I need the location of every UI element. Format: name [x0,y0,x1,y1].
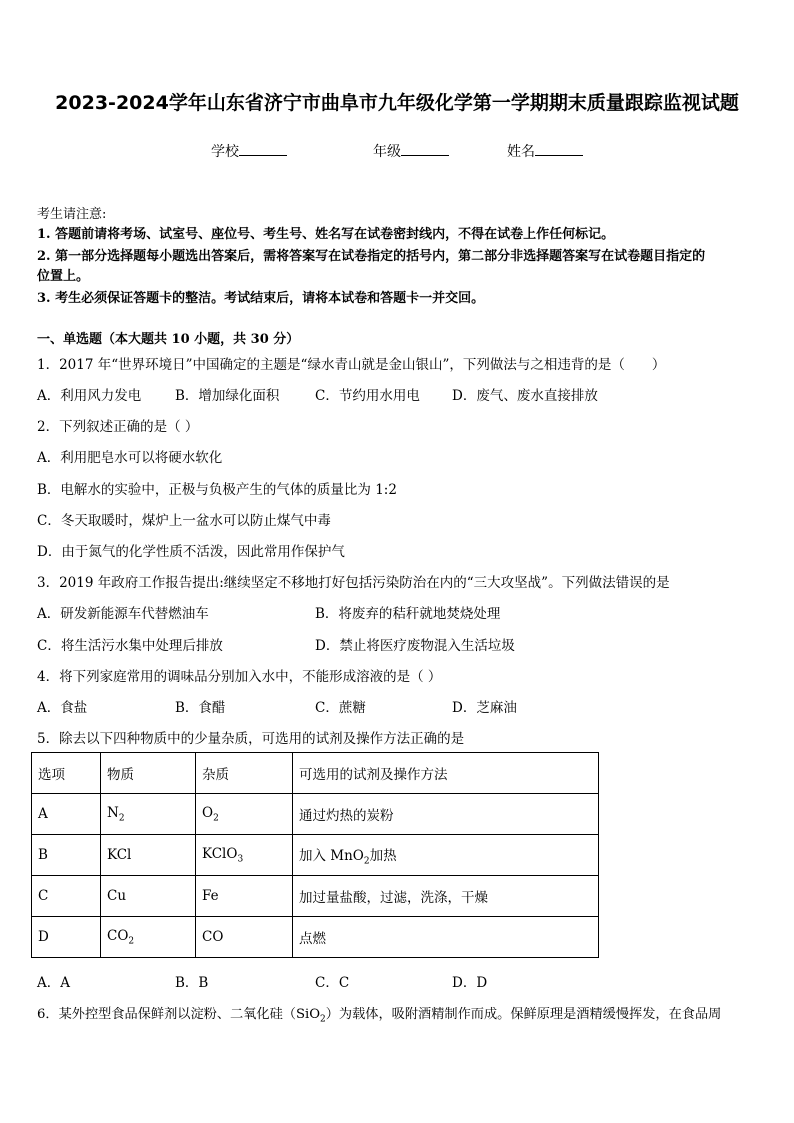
cell-method: 加过量盐酸，过滤，洗涤，干燥 [293,876,599,917]
table-row [32,794,599,835]
cell-method: 通过灼热的炭粉 [293,794,599,835]
header-substance: 物质 [101,753,196,794]
q4-option-a: A．食盐 [37,700,88,716]
q1-stem: 1．2017 年“世界环境日”中国确定的主题是“绿水青山就是金山银山”，下列做法与之相违背的是（ ） [37,357,666,373]
q2-option-c: C．冬天取暖时，煤炉上一盆水可以防止煤气中毒 [37,513,331,529]
table-header-row [32,753,599,794]
header-option: 选项 [32,753,101,794]
cell-impurity: $O_2$ [196,794,293,835]
cell-option: A [32,794,101,835]
q4-stem: 4．将下列家庭常用的调味品分别加入水中，不能形成溶液的是（ ） [37,669,442,685]
q3-stem: 3．2019 年政府工作报告提出:继续坚定不移地打好包括污染防治在内的“三大攻坚战”。下列做法错误的是 [37,575,670,591]
notice-item-2-cont: 位置上。 [37,269,90,284]
cell-method: 加入 MnO$_2$加热 [293,835,599,876]
cell-substance: Cu [101,876,196,917]
table-row [32,835,599,876]
grade-label: 年级 [373,144,401,160]
q3-option-c: C．将生活污水集中处理后排放 [37,638,223,654]
q4-option-c: C．蔗糖 [315,700,366,716]
school-blank [239,141,287,156]
cell-impurity: KClO$_3$ [196,835,293,876]
q4-option-d: D．芝麻油 [452,700,517,716]
header-impurity: 杂质 [196,753,293,794]
q2-stem: 2．下列叙述正确的是（ ） [37,419,199,435]
cell-impurity: CO [196,917,293,958]
q5-option-c: C．C [315,975,350,991]
school-field [211,141,287,161]
cell-option: C [32,876,101,917]
grade-blank [401,141,449,156]
name-label: 姓名 [507,144,535,160]
cell-substance: $CO_2$ [101,917,196,958]
cell-option: B [32,835,101,876]
q5-option-b: B．B [175,975,209,991]
table-row [32,876,599,917]
q3-option-a: A．研发新能源车代替燃油车 [37,606,209,622]
q2-option-b: B．电解水的实验中，正极与负极产生的气体的质量比为 1:2 [37,482,397,498]
q6-stem: 6．某外控型食品保鲜剂以淀粉、二氧化硅（SiO$_2$）为载体，吸附酒精制作而成。保鲜原理是酒精缓慢挥发，在食品周 [37,1007,722,1025]
notice-item-3: 3. 考生必须保证答题卡的整洁。考试结束后，请将本试卷和答题卡一并交回。 [37,291,485,306]
q1-option-a: A．利用风力发电 [37,388,142,404]
q2-option-d: D．由于氮气的化学性质不活泼，因此常用作保护气 [37,544,345,560]
q5-option-a: A．A [37,975,70,991]
cell-option: D [32,917,101,958]
section-heading: 一、单选题（本大题共 10 小题，共 30 分） [37,332,300,347]
name-field [507,141,583,161]
q2-option-a: A．利用肥皂水可以将硬水软化 [37,450,223,466]
cell-substance: $N_2$ [101,794,196,835]
notice-heading: 考生请注意: [37,207,107,222]
q1-option-c: C．节约用水用电 [315,388,420,404]
notice-item-1: 1. 答题前请将考场、试室号、座位号、考生号、姓名写在试卷密封线内，不得在试卷上作任何标记。 [37,227,615,242]
school-label: 学校 [211,144,239,160]
q3-option-b: B．将废弃的秸秆就地焚烧处理 [315,606,501,622]
grade-field [373,141,449,161]
notice-item-2: 2. 第一部分选择题每小题选出答案后，需将答案写在试卷指定的括号内，第二部分非选择题答案写在试卷题目指定的 [37,249,706,264]
cell-substance: KCl [101,835,196,876]
q1-option-b: B．增加绿化面积 [175,388,280,404]
q1-option-d: D．废气、废水直接排放 [452,388,598,404]
q3-option-d: D．禁止将医疗废物混入生活垃圾 [315,638,515,654]
cell-method: 点燃 [293,917,599,958]
q4-option-b: B．食醋 [175,700,226,716]
header-method: 可选用的试剂及操作方法 [293,753,599,794]
q5-stem: 5．除去以下四种物质中的少量杂质，可选用的试剂及操作方法正确的是 [37,731,465,747]
page-title: 2023-2024学年山东省济宁市曲阜市九年级化学第一学期期末质量跟踪监视试题 [55,92,739,114]
q5-option-d: D．D [452,975,488,991]
q5-table [31,752,599,958]
table-row [32,917,599,958]
cell-impurity: Fe [196,876,293,917]
name-blank [535,141,583,156]
